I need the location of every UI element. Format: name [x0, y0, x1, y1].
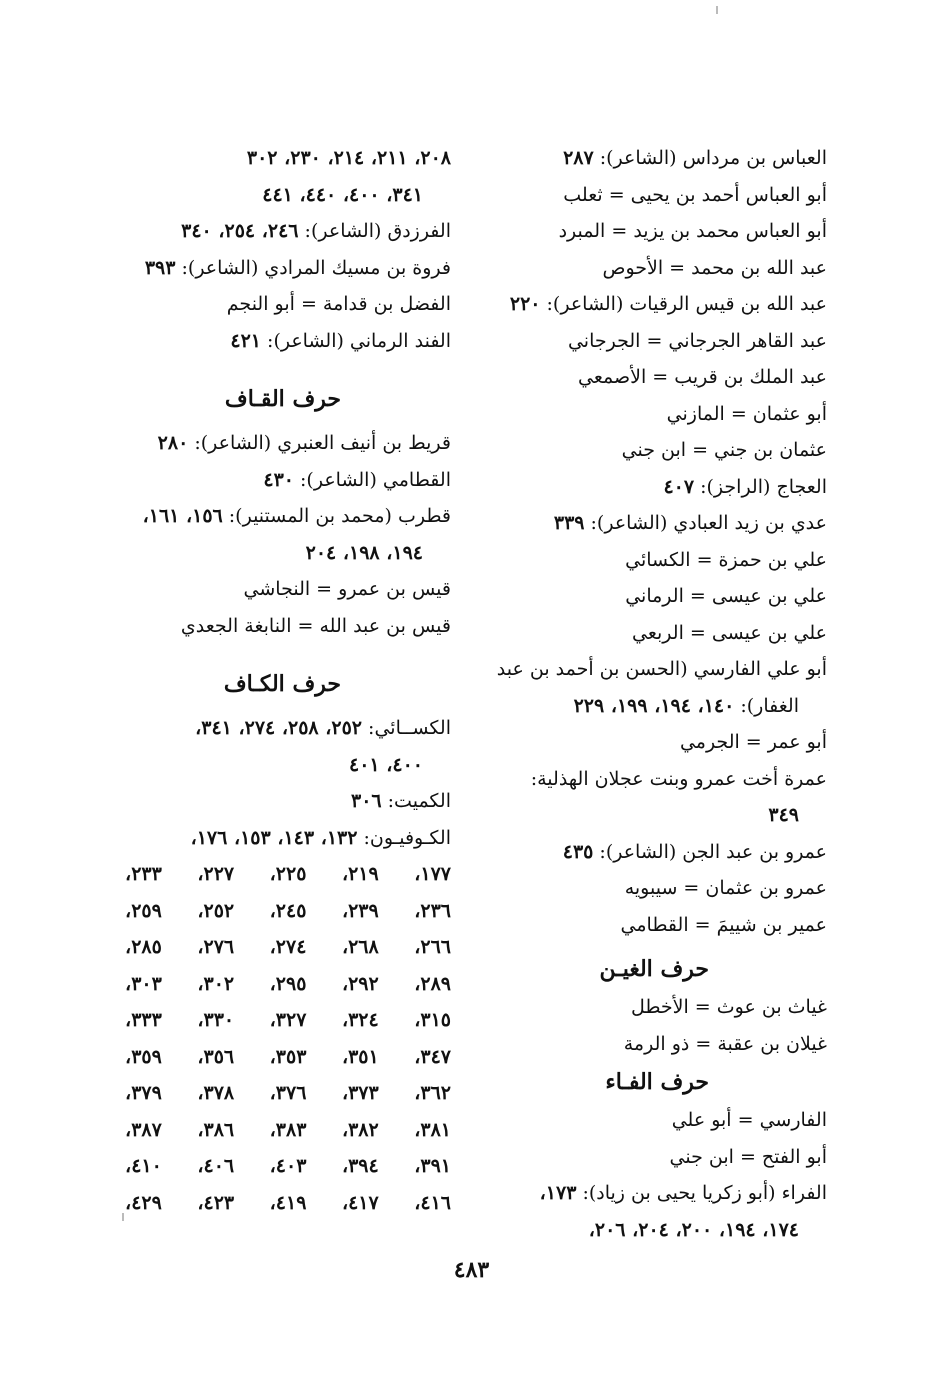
heading-kaf: حرف الكـاف — [223, 671, 341, 697]
entry-name: الكـوفيـون: — [357, 826, 451, 849]
entry-pages: ٣٣٩ — [553, 512, 585, 534]
index-entry — [106, 608, 451, 645]
entry-name: قطرب (محمد بن المستنير): — [222, 505, 451, 527]
entry-pages: ١٣٢، ١٤٣، ١٥٣، ١٧٦، — [190, 826, 358, 849]
page-ref: ٣٢٤، — [341, 1009, 379, 1031]
kufiyun-page-row — [125, 966, 451, 1003]
entry-name: عبد الله بن قيس الرقيات (الشاعر): — [540, 293, 827, 315]
entry-name: أبو عثمان = المازني — [666, 402, 827, 425]
index-entry — [472, 907, 827, 944]
index-entry — [472, 651, 827, 688]
heading-ghain: حرف الغيـن — [599, 956, 709, 982]
entry-name: الكميت: — [381, 790, 451, 812]
index-entry — [472, 505, 827, 542]
kufiyun-page-row — [125, 1002, 451, 1039]
index-entry — [472, 213, 827, 250]
entry-name: علي بن عيسى = الربعي — [632, 621, 827, 644]
entry-name: أبو علي الفارسي (الحسن بن أحمد بن عبد — [496, 658, 827, 680]
heading-qaf: حرف القـاف — [224, 386, 341, 412]
kufiyun-page-row — [125, 1148, 451, 1185]
index-entry — [472, 1139, 827, 1176]
page-ref: ٣٩١، — [414, 1155, 451, 1177]
scan-mark — [716, 6, 718, 14]
entry-pages: ٤٣٠ — [263, 468, 294, 491]
index-entry — [106, 571, 451, 608]
page-ref: ٣٣٣، — [125, 1009, 162, 1031]
index-entry — [106, 286, 451, 323]
page-ref: ٣٢٧، — [269, 1009, 307, 1031]
index-entry — [472, 797, 827, 834]
index-entry — [472, 870, 827, 907]
index-entry — [106, 177, 451, 214]
page-ref: ٤١٠، — [125, 1155, 162, 1177]
entry-name: عمرة أخت عمرو وبنت عجلان الهذلية: — [530, 767, 827, 790]
index-entry — [106, 323, 451, 360]
page-ref: ٤٠٦، — [197, 1155, 235, 1177]
entry-name: أبو العباس محمد بن يزيد = المبرد — [558, 220, 827, 242]
entry-pages: ٤٣٥ — [562, 840, 594, 863]
entry-name: الفرزدق (الشاعر): — [298, 220, 451, 242]
page-ref: ١٧٧، — [414, 863, 451, 885]
entry-name: عمير بن شييمَ = القطامي — [620, 913, 827, 936]
kufiyun-page-row — [125, 893, 451, 930]
index-entry — [106, 747, 451, 784]
kufiyun-page-grid — [106, 856, 451, 1221]
index-entry — [472, 432, 827, 469]
index-column-right — [472, 140, 827, 1248]
page-ref: ٣٧٣، — [341, 1082, 379, 1104]
page-ref: ٢٣٩، — [341, 899, 379, 922]
entry-pages: ١٩٤، ١٩٨، ٢٠٤ — [305, 541, 423, 564]
index-entry — [106, 140, 451, 177]
index-entry — [106, 535, 451, 572]
entry-name: أبو الفتح = ابن جني — [669, 1145, 827, 1168]
page-ref: ٣٨٢، — [341, 1118, 379, 1141]
page-number: ٤٨٣ — [453, 1257, 490, 1283]
entry-name: عمرو بن عبد الجن (الشاعر): — [593, 840, 827, 863]
page-ref: ٢٨٥، — [125, 936, 162, 958]
entry-name: العجاج (الراجز): — [694, 475, 827, 498]
page-ref: ٣٠٢، — [197, 972, 235, 995]
entry-pages: ٢٨٠ — [157, 432, 189, 454]
entries-kaf — [106, 710, 451, 856]
page-ref: ٣٧٩، — [125, 1082, 162, 1104]
page-ref: ٤٠٣، — [269, 1155, 307, 1177]
index-entry — [106, 783, 451, 820]
page-ref: ٢٣٣، — [125, 863, 162, 885]
entry-name: غياث بن عوث = الأخطل — [630, 996, 827, 1018]
entry-name: عمرو بن عثمان = سيبويه — [624, 877, 827, 899]
entry-name: الفراء (أبو زكريا يحيى بن زياد): — [576, 1182, 827, 1204]
entry-pages: ٢٨٧ — [563, 147, 594, 169]
entries-fa-continued — [106, 140, 451, 359]
entry-name: العباس بن مرداس (الشاعر): — [593, 147, 827, 169]
kufiyun-page-row — [125, 1039, 451, 1076]
page-ref: ٢٣٦، — [414, 899, 451, 922]
entry-name: عبد الله بن محمد = الأحوص — [602, 256, 827, 279]
page-ref: ٣٩٤، — [341, 1155, 379, 1177]
page-ref: ٣٥٩، — [125, 1045, 162, 1068]
entry-pages: ٣٤١، ٤٠٠، ٤٤٠، ٤٤١ — [262, 183, 423, 206]
index-entry — [106, 710, 451, 747]
page-ref: ٣١٥، — [414, 1009, 451, 1031]
index-entry — [472, 286, 827, 323]
entry-pages: ٤٠٠، ٤٠١ — [349, 753, 423, 776]
page-ref: ٣٣٠، — [197, 1009, 235, 1031]
page-ref: ٤٢٩، — [125, 1191, 162, 1214]
page-ref: ٢٧٤، — [269, 936, 307, 958]
page-ref: ٢٩٢، — [341, 972, 379, 995]
page-ref: ٢١٩، — [341, 863, 379, 885]
entry-name: فروة بن مسيك المرادي (الشاعر): — [175, 256, 451, 279]
entry-name: علي بن عيسى = الرماني — [625, 585, 827, 607]
page-ref: ٢٢٥، — [269, 863, 307, 885]
page-ref: ٢٦٨، — [341, 936, 379, 958]
index-entry — [106, 820, 451, 857]
index-entry — [472, 542, 827, 579]
entry-pages: ٣٠٦ — [350, 790, 382, 812]
entry-name: الغفار): — [734, 694, 799, 717]
kufiyun-page-row — [125, 929, 451, 966]
index-entry — [472, 1026, 827, 1063]
entry-name: قيس بن عبد الله = النابغة الجعدي — [180, 614, 451, 637]
index-entry — [472, 250, 827, 287]
entry-name: عدي بن زيد العبادي (الشاعر): — [584, 512, 827, 534]
index-entry — [106, 498, 451, 535]
entries-ain — [472, 140, 827, 943]
entries-ghain — [472, 989, 827, 1062]
page-ref: ٣٥١، — [341, 1045, 379, 1068]
page-ref: ٣٨٧، — [125, 1118, 162, 1141]
index-entry — [472, 323, 827, 360]
index-entry — [472, 359, 827, 396]
index-entry — [472, 1102, 827, 1139]
index-entry — [472, 761, 827, 798]
entry-name: عبد الملك بن قريب = الأصمعي — [577, 366, 827, 388]
entry-pages: ١٧٣، — [539, 1182, 577, 1204]
index-entry — [472, 989, 827, 1026]
kufiyun-page-row — [125, 1112, 451, 1149]
entry-pages: ٤٠٧ — [663, 475, 695, 498]
page-ref: ٣٨٣، — [269, 1118, 307, 1141]
page-ref: ٣٥٦، — [197, 1045, 235, 1068]
page-ref: ٢٤٥، — [269, 899, 307, 922]
page-ref: ٣٨١، — [414, 1118, 451, 1141]
entry-name: عبد القاهر الجرجاني = الجرجاني — [567, 329, 827, 352]
page-ref: ٣٨٦، — [197, 1118, 235, 1141]
index-entry — [472, 724, 827, 761]
index-entry — [472, 469, 827, 506]
page-ref: ٣٠٣، — [125, 972, 162, 995]
page-ref: ٣٤٧، — [414, 1045, 451, 1068]
page-ref: ٢٥٩، — [125, 899, 162, 922]
page-ref: ٣٧٦، — [269, 1082, 307, 1104]
index-entry — [106, 425, 451, 462]
entry-pages: ٢٤٦، ٢٥٤، ٣٤٠ — [181, 220, 299, 242]
heading-fa: حرف الفـاء — [605, 1069, 709, 1095]
page-ref: ٢٢٧، — [197, 863, 235, 885]
kufiyun-page-row — [125, 1075, 451, 1112]
entry-name: الفارسي = أبو علي — [671, 1109, 827, 1131]
index-entry — [472, 578, 827, 615]
entry-name: غيلان بن عقبة = ذو الرمة — [623, 1032, 827, 1055]
kufiyun-page-row — [125, 856, 451, 893]
index-entry — [106, 462, 451, 499]
index-entry — [472, 140, 827, 177]
page-ref: ٢٩٥، — [269, 972, 307, 995]
page-ref: ٢٦٦، — [414, 936, 451, 958]
entry-pages: ٤٢١ — [230, 329, 261, 352]
entry-name: علي بن حمزة = الكسائي — [625, 548, 827, 571]
entry-name: القطامي (الشاعر): — [293, 468, 451, 491]
entry-pages: ٣٩٣ — [144, 256, 176, 279]
page-ref: ٤١٩، — [269, 1191, 307, 1214]
entry-pages: ٢٥٢، ٢٥٨، ٢٧٤، ٣٤١، — [195, 717, 362, 739]
index-entry — [472, 396, 827, 433]
index-entry — [106, 250, 451, 287]
entry-name: قريط بن أنيف العنبري (الشاعر): — [188, 432, 451, 454]
index-entry — [472, 688, 827, 725]
entry-name: أبو العباس أحمد بن يحيى = ثعلب — [563, 183, 827, 206]
page-ref: ٣٧٨، — [197, 1082, 235, 1104]
index-entry — [472, 834, 827, 871]
entries-fa — [472, 1102, 827, 1248]
index-column-left — [106, 140, 451, 1221]
page-ref: ٣٥٣، — [269, 1045, 307, 1068]
page-ref: ٤٢٣، — [197, 1191, 235, 1214]
entry-name: قيس بن عمرو = النجاشي — [243, 578, 451, 600]
index-entry — [106, 213, 451, 250]
index-entry — [472, 1175, 827, 1212]
entry-pages: ١٧٤، ١٩٤، ٢٠٠، ٢٠٤، ٢٠٦، — [588, 1218, 799, 1241]
kufiyun-page-row — [125, 1185, 451, 1222]
page-ref: ٢٥٢، — [197, 899, 235, 922]
entry-pages: ٢٢٠ — [509, 293, 541, 315]
page-ref: ٢٨٩، — [414, 972, 451, 995]
page-ref: ٢٧٦، — [197, 936, 235, 958]
page-ref: ٤١٦، — [414, 1191, 451, 1214]
page-ref: ٤١٧، — [341, 1191, 379, 1214]
page-ref: ٣٦٢، — [414, 1082, 451, 1104]
entry-pages: ٣٤٩ — [768, 804, 799, 826]
entries-qaf — [106, 425, 451, 644]
entry-name: الفند الرماني (الشاعر): — [261, 329, 451, 352]
entry-name: الكســائي: — [362, 717, 451, 739]
entry-pages: ٢٠٨، ٢١١، ٢١٤، ٢٣٠، ٣٠٢ — [246, 147, 451, 169]
index-entry — [472, 177, 827, 214]
entry-name: عثمان بن جني = ابن جني — [621, 439, 827, 461]
entry-name: الفضل بن قدامة = أبو النجم — [226, 293, 451, 315]
index-entry — [472, 615, 827, 652]
entry-pages: ١٤٠، ١٩٤، ١٩٩، ٢٢٩ — [573, 694, 735, 717]
entry-pages: ١٥٦، ١٦١، — [142, 505, 223, 527]
entry-name: أبو عمر = الجرمي — [679, 731, 827, 753]
index-entry — [472, 1212, 827, 1249]
